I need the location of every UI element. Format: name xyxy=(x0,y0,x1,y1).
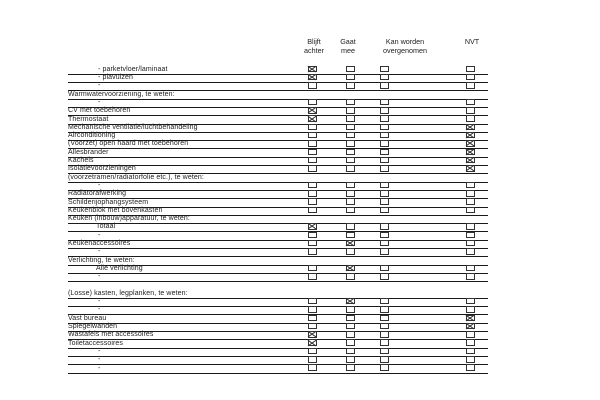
checkbox-nvt[interactable] xyxy=(466,273,475,280)
checkbox-blijft-achter[interactable] xyxy=(308,323,317,330)
table-row xyxy=(68,365,488,374)
checkbox-blijft-achter[interactable] xyxy=(308,140,317,147)
checkbox-kan-worden-overgenomen[interactable] xyxy=(380,190,389,197)
checkbox-kan-worden-overgenomen[interactable] xyxy=(380,82,389,89)
row-label: - xyxy=(98,231,101,239)
checkbox-blijft-achter[interactable] xyxy=(308,74,317,81)
checkbox-gaat-mee[interactable] xyxy=(346,364,355,371)
row-label: Keukenaccessoires xyxy=(68,240,131,248)
checkbox-nvt[interactable] xyxy=(466,207,475,214)
checkbox-blijft-achter[interactable] xyxy=(308,331,317,338)
row-label: - xyxy=(98,98,101,106)
row-label: CV met toebehoren xyxy=(68,107,131,115)
checkbox-blijft-achter[interactable] xyxy=(308,132,317,139)
checkbox-blijft-achter[interactable] xyxy=(308,339,317,346)
row-label: (Voorzet) open haard met toebehoren xyxy=(68,140,189,148)
row-label: Mechanische ventilatie/luchtbehandeling xyxy=(68,123,198,131)
checkbox-gaat-mee[interactable] xyxy=(346,331,355,338)
checkbox-kan-worden-overgenomen[interactable] xyxy=(380,99,389,106)
checkbox-kan-worden-overgenomen[interactable] xyxy=(380,124,389,131)
row-label: Keukenblok met bovenkasten xyxy=(68,206,163,214)
row-label: Alle verlichting xyxy=(96,264,143,272)
row-label: Wastafels met accessoires xyxy=(68,331,154,339)
row-label: Keuken (inbouw)apparatuur, te weten: xyxy=(68,215,190,223)
row-label: - xyxy=(98,347,101,355)
checkbox-nvt[interactable] xyxy=(466,132,475,139)
row-label: - xyxy=(98,306,101,314)
checkbox-gaat-mee[interactable] xyxy=(346,157,355,164)
checkbox-gaat-mee[interactable] xyxy=(346,182,355,189)
checkbox-blijft-achter[interactable] xyxy=(308,223,317,230)
checkbox-gaat-mee[interactable] xyxy=(346,248,355,255)
checkbox-gaat-mee[interactable] xyxy=(346,339,355,346)
row-label: Allesbrander xyxy=(68,148,109,156)
checkbox-nvt[interactable] xyxy=(466,140,475,147)
checkbox-gaat-mee[interactable] xyxy=(346,306,355,313)
checkbox-nvt[interactable] xyxy=(466,165,475,172)
checkbox-nvt[interactable] xyxy=(466,323,475,330)
row-label: Radiatorafwerking xyxy=(68,190,127,198)
checkbox-nvt[interactable] xyxy=(466,74,475,81)
checkbox-blijft-achter[interactable] xyxy=(308,348,317,355)
checkbox-gaat-mee[interactable] xyxy=(346,107,355,114)
checkbox-kan-worden-overgenomen[interactable] xyxy=(380,223,389,230)
row-label: Schilderijophangsysteem xyxy=(68,198,149,206)
checkbox-kan-worden-overgenomen[interactable] xyxy=(380,323,389,330)
checkbox-nvt[interactable] xyxy=(466,198,475,205)
checkbox-gaat-mee[interactable] xyxy=(346,356,355,363)
checkbox-gaat-mee[interactable] xyxy=(346,240,355,247)
checkbox-gaat-mee[interactable] xyxy=(346,66,355,73)
row-label: (voorzetramen/radiatorfolie etc.), te weten: xyxy=(68,173,204,181)
checkbox-nvt[interactable] xyxy=(466,182,475,189)
checkbox-gaat-mee[interactable] xyxy=(346,99,355,106)
header-kan-worden-overgenomen: Kan worden overgenomen xyxy=(383,37,427,55)
row-label: - parketvloer/laminaat xyxy=(98,65,168,73)
checkbox-nvt[interactable] xyxy=(466,190,475,197)
header-gaat-mee: Gaat mee xyxy=(340,37,356,55)
checkbox-blijft-achter[interactable] xyxy=(308,356,317,363)
checkbox-nvt[interactable] xyxy=(466,82,475,89)
checkbox-kan-worden-overgenomen[interactable] xyxy=(380,157,389,164)
header-nvt: NVT xyxy=(464,37,480,46)
checkbox-nvt[interactable] xyxy=(466,99,475,106)
checkbox-kan-worden-overgenomen[interactable] xyxy=(380,315,389,322)
checkbox-blijft-achter[interactable] xyxy=(308,115,317,122)
checkbox-kan-worden-overgenomen[interactable] xyxy=(380,348,389,355)
checkbox-kan-worden-overgenomen[interactable] xyxy=(380,306,389,313)
checkbox-gaat-mee[interactable] xyxy=(346,74,355,81)
header-blijft-achter: Blijft achter xyxy=(304,37,324,55)
checkbox-blijft-achter[interactable] xyxy=(308,273,317,280)
checkbox-nvt[interactable] xyxy=(466,149,475,156)
checkbox-blijft-achter[interactable] xyxy=(308,248,317,255)
row-label: - xyxy=(98,248,101,256)
checkbox-kan-worden-overgenomen[interactable] xyxy=(380,265,389,272)
checkbox-kan-worden-overgenomen[interactable] xyxy=(380,356,389,363)
checkbox-blijft-achter[interactable] xyxy=(308,99,317,106)
checkbox-gaat-mee[interactable] xyxy=(346,190,355,197)
checkbox-kan-worden-overgenomen[interactable] xyxy=(380,331,389,338)
checkbox-gaat-mee[interactable] xyxy=(346,115,355,122)
table-row xyxy=(68,282,488,290)
checkbox-kan-worden-overgenomen[interactable] xyxy=(380,115,389,122)
checkbox-kan-worden-overgenomen[interactable] xyxy=(380,107,389,114)
checkbox-nvt[interactable] xyxy=(466,339,475,346)
checkbox-gaat-mee[interactable] xyxy=(346,165,355,172)
checkbox-blijft-achter[interactable] xyxy=(308,124,317,131)
checkbox-nvt[interactable] xyxy=(466,107,475,114)
checkbox-nvt[interactable] xyxy=(466,124,475,131)
row-label: Isolatievoorzieningen xyxy=(68,165,136,173)
checkbox-blijft-achter[interactable] xyxy=(308,107,317,114)
checkbox-blijft-achter[interactable] xyxy=(308,298,317,305)
checkbox-nvt[interactable] xyxy=(466,356,475,363)
row-label: Vast bureau xyxy=(68,314,107,322)
checkbox-gaat-mee[interactable] xyxy=(346,348,355,355)
checkbox-gaat-mee[interactable] xyxy=(346,315,355,322)
checkbox-nvt[interactable] xyxy=(466,315,475,322)
row-label: - xyxy=(98,181,101,189)
checkbox-kan-worden-overgenomen[interactable] xyxy=(380,240,389,247)
checkbox-gaat-mee[interactable] xyxy=(346,323,355,330)
row-label: (Losse) kasten, legplanken, te weten: xyxy=(68,289,188,297)
checkbox-gaat-mee[interactable] xyxy=(346,140,355,147)
row-label: - plavuizen xyxy=(98,74,133,82)
checkbox-kan-worden-overgenomen[interactable] xyxy=(380,207,389,214)
checkbox-nvt[interactable] xyxy=(466,364,475,371)
checkbox-gaat-mee[interactable] xyxy=(346,124,355,131)
row-label: Thermostaat xyxy=(68,115,109,123)
checkbox-gaat-mee[interactable] xyxy=(346,207,355,214)
checkbox-blijft-achter[interactable] xyxy=(308,306,317,313)
row-label: - xyxy=(98,273,101,281)
checkbox-gaat-mee[interactable] xyxy=(346,198,355,205)
checkbox-kan-worden-overgenomen[interactable] xyxy=(380,140,389,147)
checkbox-nvt[interactable] xyxy=(466,331,475,338)
row-label: - xyxy=(98,356,101,364)
row-label: Warmwatervoorziening, te weten: xyxy=(68,90,175,98)
checkbox-kan-worden-overgenomen[interactable] xyxy=(380,74,389,81)
checkbox-nvt[interactable] xyxy=(466,223,475,230)
checkbox-kan-worden-overgenomen[interactable] xyxy=(380,66,389,73)
row-label: Toiletaccessoires xyxy=(68,339,123,347)
row-label: Airconditioning xyxy=(68,132,116,140)
checkbox-nvt[interactable] xyxy=(466,265,475,272)
checkbox-kan-worden-overgenomen[interactable] xyxy=(380,182,389,189)
checkbox-blijft-achter[interactable] xyxy=(308,157,317,164)
checkbox-gaat-mee[interactable] xyxy=(346,132,355,139)
row-label: Kachels xyxy=(68,157,94,165)
checkbox-blijft-achter[interactable] xyxy=(308,149,317,156)
checkbox-nvt[interactable] xyxy=(466,306,475,313)
checkbox-blijft-achter[interactable] xyxy=(308,182,317,189)
checkbox-nvt[interactable] xyxy=(466,248,475,255)
checkbox-blijft-achter[interactable] xyxy=(308,315,317,322)
checkbox-gaat-mee[interactable] xyxy=(346,298,355,305)
checkbox-kan-worden-overgenomen[interactable] xyxy=(380,165,389,172)
row-label: - xyxy=(98,298,101,306)
column-headers xyxy=(0,38,600,58)
checkbox-nvt[interactable] xyxy=(466,348,475,355)
checkbox-nvt[interactable] xyxy=(466,232,475,239)
checkbox-blijft-achter[interactable] xyxy=(308,190,317,197)
row-label: Verlichting, te weten: xyxy=(68,256,135,264)
checkbox-gaat-mee[interactable] xyxy=(346,223,355,230)
checkbox-kan-worden-overgenomen[interactable] xyxy=(380,232,389,239)
checkbox-gaat-mee[interactable] xyxy=(346,232,355,239)
checkbox-kan-worden-overgenomen[interactable] xyxy=(380,298,389,305)
checkbox-kan-worden-overgenomen[interactable] xyxy=(380,364,389,371)
checkbox-blijft-achter[interactable] xyxy=(308,198,317,205)
checkbox-nvt[interactable] xyxy=(466,157,475,164)
checkbox-kan-worden-overgenomen[interactable] xyxy=(380,132,389,139)
checkbox-gaat-mee[interactable] xyxy=(346,149,355,156)
checkbox-kan-worden-overgenomen[interactable] xyxy=(380,198,389,205)
checkbox-blijft-achter[interactable] xyxy=(308,265,317,272)
row-label: Spiegelwanden xyxy=(68,323,118,331)
checkbox-nvt[interactable] xyxy=(466,115,475,122)
checkbox-blijft-achter[interactable] xyxy=(308,232,317,239)
checkbox-kan-worden-overgenomen[interactable] xyxy=(380,149,389,156)
checkbox-nvt[interactable] xyxy=(466,240,475,247)
checkbox-kan-worden-overgenomen[interactable] xyxy=(380,273,389,280)
checkbox-nvt[interactable] xyxy=(466,298,475,305)
checkbox-blijft-achter[interactable] xyxy=(308,165,317,172)
row-label: - xyxy=(98,82,101,90)
checkbox-blijft-achter[interactable] xyxy=(308,240,317,247)
row-label: Totaal xyxy=(96,223,116,231)
checkbox-nvt[interactable] xyxy=(466,66,475,73)
checkbox-gaat-mee[interactable] xyxy=(346,82,355,89)
checkbox-kan-worden-overgenomen[interactable] xyxy=(380,248,389,255)
checkbox-blijft-achter[interactable] xyxy=(308,66,317,73)
checkbox-blijft-achter[interactable] xyxy=(308,207,317,214)
checkbox-gaat-mee[interactable] xyxy=(346,265,355,272)
checkbox-gaat-mee[interactable] xyxy=(346,273,355,280)
checkbox-blijft-achter[interactable] xyxy=(308,364,317,371)
row-label: - xyxy=(98,364,101,372)
checkbox-kan-worden-overgenomen[interactable] xyxy=(380,339,389,346)
checkbox-blijft-achter[interactable] xyxy=(308,82,317,89)
